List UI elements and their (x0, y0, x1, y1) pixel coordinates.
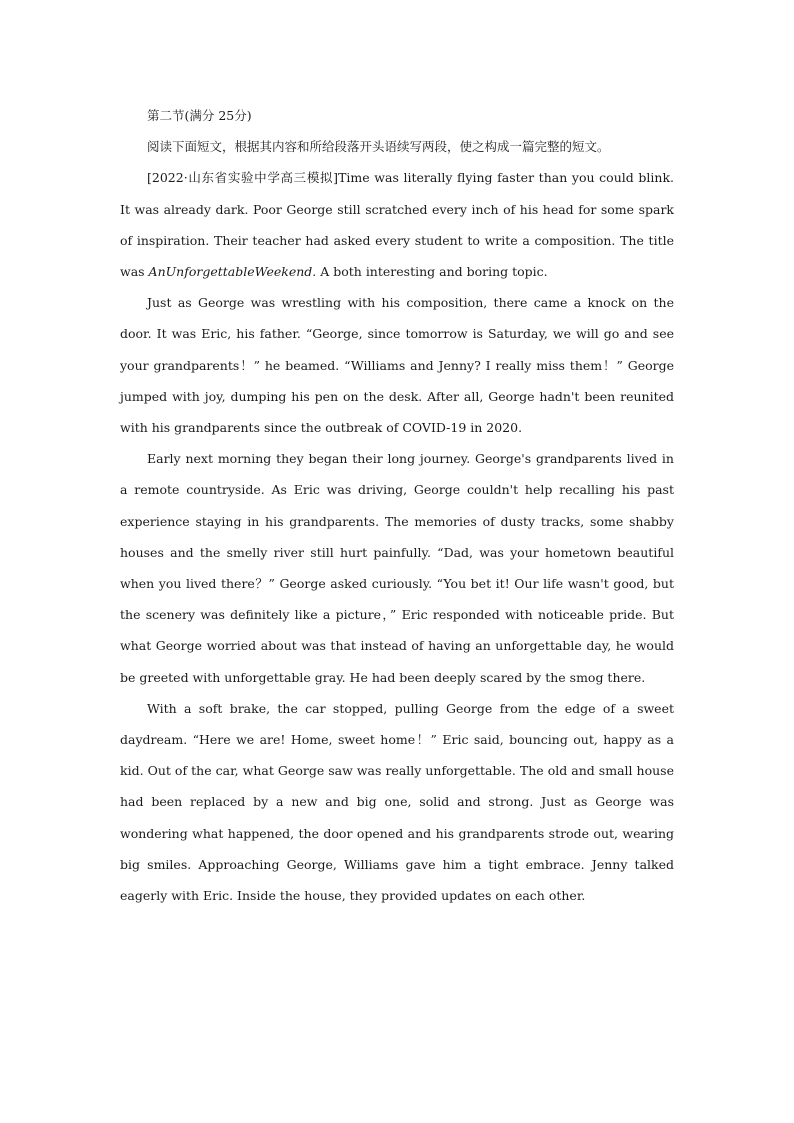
document-page (120, 100, 674, 911)
paragraph-4: With a soft brake, the car stopped, pulling George from the edge of a sweet daydream. “Here we are! Home, sweet home！” Eric said, bouncing out, happy as a kid. Out of the car, what George saw was really unforgettable. The old and small house had been replaced by a new and big one, solid and strong. Just as George was wondering what happened, the door opened and his grandparents strode out, wearing big smiles. Approaching George, Williams gave him a tight embrace. Jenny talked eagerly with Eric. Inside the house, they provided updates on each other. (120, 700, 674, 904)
paragraph-3: Early next morning they began their long journey. George's grandparents lived in a remote countryside. As Eric was driving, George couldn't help recalling his past experience staying in his grandparents. The memories of dusty tracks, some shabby houses and the smelly river still hurt painfully. “Dad, was your hometown beautiful when you lived there？” George asked curiously. “You bet it! Our life wasn't good, but the scenery was definitely like a picture，” Eric responded with noticeable pride. But what George worried about was that instead of having an unforgettable day, he would be greeted with unforgettable gray. He had been deeply scared by the smog there. (120, 451, 674, 685)
section-heading: 第二节(满分 25分) (147, 108, 252, 123)
paragraph-1-end: A both interesting and boring topic. (316, 264, 548, 280)
paragraph-1-text: Time was literally flying faster than you could blink. It was already dark. Poor George still scratched every inch of his head for some spark of inspiration. Their teacher had asked every student to write a composition. The title was (120, 170, 674, 280)
instructions: 阅读下面短文，根据其内容和所给段落开头语续写两段，使之构成一篇完整的短文。 (147, 139, 610, 155)
paragraph-2: Just as George was wrestling with his composition, there came a knock on the door. It was Eric, his father. “George, since tomorrow is Saturday, we will go and see your grandparents！” he beamed. “Williams and Jenny? I really miss them！” George jumped with joy, dumping his pen on the desk. After all, George hadn't been reunited with his grandparents since the outbreak of COVID-19 in 2020. (120, 295, 674, 436)
paragraph-1 (120, 162, 674, 287)
composition-title: AnUnforgettableWeekend. (148, 264, 317, 280)
source-citation: [2022·山东省实验中学高三模拟] (147, 170, 339, 186)
